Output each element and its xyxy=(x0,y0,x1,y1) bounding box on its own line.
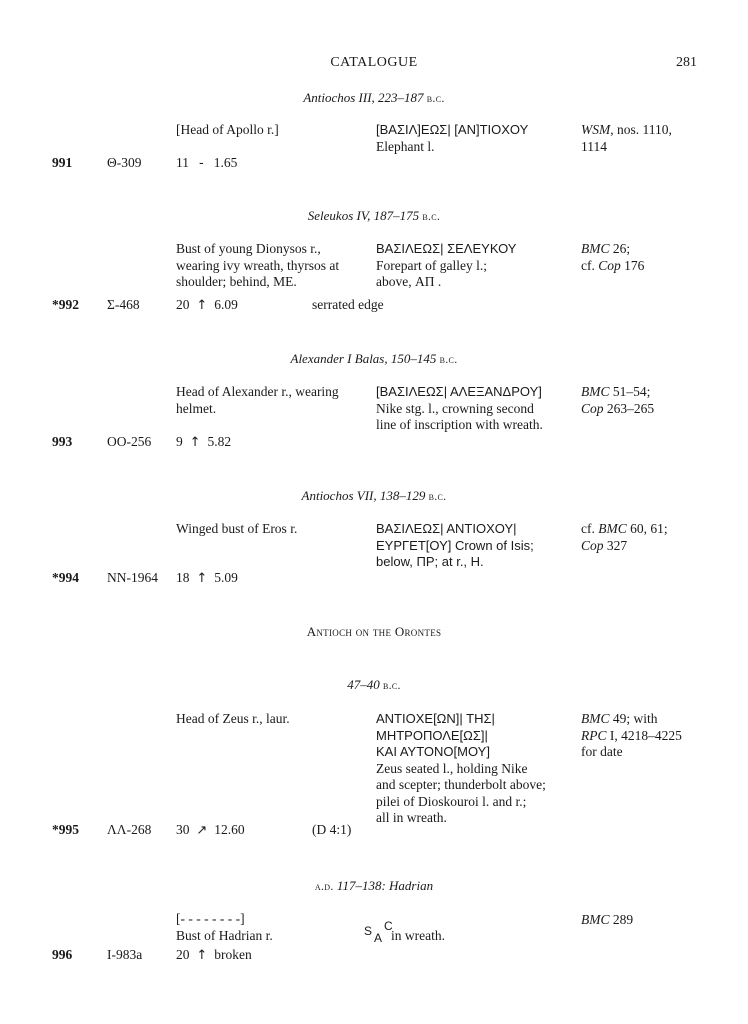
entry-measurements: 11 - 1.65 xyxy=(176,155,238,171)
die-axis: ↑ xyxy=(196,948,208,963)
die-axis: ↗ xyxy=(196,823,208,838)
entry-number: 991 xyxy=(52,155,73,170)
section-heading: Seleukos IV, 187–175 b.c. xyxy=(307,208,441,223)
entry-reference: BMC 26; cf. Cop 176 xyxy=(581,241,645,273)
entry-inventory: Θ-309 xyxy=(107,155,142,170)
entry-obverse: Head of Alexander r., wearing helmet. xyxy=(176,384,339,416)
entry-reference: BMC 49; with RPC I, 4218–4225 for date xyxy=(581,711,682,759)
entry-reverse: [ΒΑΣΙΛΕΩΣ| ΑΛΕΞΑΝΔΡΟΥ] Nike stg. l., crowning second line of inscription with wreath. xyxy=(376,384,543,432)
section-heading: 47–40 b.c. xyxy=(347,677,401,692)
entry-reference: BMC 51–54; Cop 263–265 xyxy=(581,384,655,416)
entry-note: (D 4:1) xyxy=(312,822,352,837)
page-number: 281 xyxy=(676,55,697,70)
entry-inventory: ΟΟ-256 xyxy=(107,434,152,449)
entry-inventory: ΛΛ-268 xyxy=(107,822,152,837)
entry-inventory: Ι-983a xyxy=(107,947,143,962)
entry-reverse: ΒΑΣΙΛΕΩΣ| ΣΕΛΕΥΚΟΥ Forepart of galley l.; above, ΑΠ . xyxy=(376,241,517,289)
entry-reverse: [ΒΑΣΙΛ]ΕΩΣ| [ΑΝ]ΤΙΟΧΟΥ Elephant l. xyxy=(376,122,529,154)
entry-obverse: Head of Zeus r., laur. xyxy=(176,711,290,726)
entry-number: *992 xyxy=(52,297,79,312)
entry-obverse: Winged bust of Eros r. xyxy=(176,521,298,536)
entry-reverse: ΑΝΤΙΟΧΕ[ΩΝ]| ΤΗΣ| ΜΗΤΡΟΠΟΛΕ[ΩΣ]| ΚΑΙ ΑΥΤΟΝΟ[ΜΟΥ] Zeus seated l., holding Nike and scepter; thunderbolt above; pilei of Dioskouroi l. and r.; all in wreath. xyxy=(376,711,546,825)
entry-number: 996 xyxy=(52,947,73,962)
entry-measurements: 30 ↗ 12.60 xyxy=(176,822,245,838)
entry-measurements: 20 ↑ broken xyxy=(176,947,252,963)
mint-heading: Antioch on the Orontes xyxy=(306,624,442,639)
entry-reference: cf. BMC 60, 61; Cop 327 xyxy=(581,521,668,553)
die-axis: ↑ xyxy=(196,298,208,313)
running-header-title: CATALOGUE xyxy=(330,55,418,70)
sc-monogram: S C A xyxy=(364,919,393,945)
die-axis: - xyxy=(199,156,204,171)
entry-obverse: Bust of young Dionysos r., wearing ivy wreath, thyrsos at shoulder; behind, ΜΕ. xyxy=(176,241,340,289)
entry-measurements: 9 ↑ 5.82 xyxy=(176,434,232,450)
entry-reverse: in wreath. xyxy=(391,928,445,943)
die-axis: ↑ xyxy=(189,435,201,450)
entry-reverse: ΒΑΣΙΛΕΩΣ| ΑΝΤΙΟΧΟΥ| ΕΥΡΓΕΤ[ΟΥ] Crown of Isis; below, ΠΡ; at r., Η. xyxy=(376,521,534,569)
entry-measurements: 18 ↑ 5.09 xyxy=(176,570,238,586)
die-axis: ↑ xyxy=(196,571,208,586)
entry-obverse: [- - - - - - - -] Bust of Hadrian r. xyxy=(176,911,273,943)
entry-reference: WSM, nos. 1110, 1114 xyxy=(581,122,672,154)
entry-note: serrated edge xyxy=(312,297,384,312)
section-heading: a.d. 117–138: Hadrian xyxy=(314,878,434,893)
entry-inventory: Σ-468 xyxy=(107,297,140,312)
entry-inventory: ΝΝ-1964 xyxy=(107,570,158,585)
section-heading: Antiochos VII, 138–129 b.c. xyxy=(301,488,447,503)
entry-obverse: [Head of Apollo r.] xyxy=(176,122,279,137)
entry-reference: BMC 289 xyxy=(581,912,634,927)
entry-number: *995 xyxy=(52,822,79,837)
section-heading: Antiochos III, 223–187 b.c. xyxy=(303,90,445,105)
entry-number: 993 xyxy=(52,434,73,449)
section-heading: Alexander I Balas, 150–145 b.c. xyxy=(290,351,458,366)
entry-measurements: 20 ↑ 6.09 xyxy=(176,297,238,313)
entry-number: *994 xyxy=(52,570,79,585)
